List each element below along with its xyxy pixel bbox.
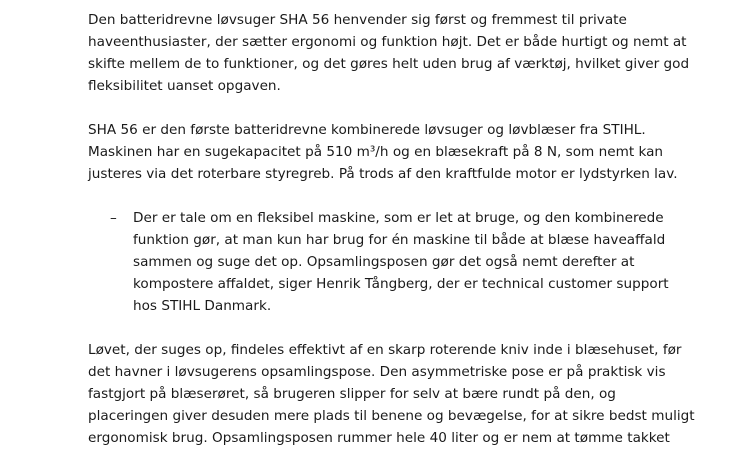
text-line: SHA 56 er den første batteridrevne kombinerede løvsuger og løvblæser fra STIHL. bbox=[88, 122, 646, 138]
paragraph-closing bbox=[88, 339, 698, 449]
text-line: Maskinen har en sugekapacitet på 510 m³/h og en blæsekraft på 8 N, som nemt kan bbox=[88, 144, 664, 160]
text-line: sammen og suge det op. Opsamlingsposen gør det også nemt derefter at bbox=[133, 254, 635, 270]
paragraph-gap bbox=[88, 97, 698, 119]
text-line: det havner i løvsugerens opsamlingspose. Den asymmetriske pose er på praktisk vis bbox=[88, 364, 666, 380]
text-line: justeres via det roterbare styregreb. På trods af den kraftfulde motor er lydstyrken lav. bbox=[88, 166, 678, 182]
text-line: Løvet, der suges op, findeles effektivt af en skarp roterende kniv inde i blæsehuset, før bbox=[88, 342, 682, 358]
text-line: Der er tale om en fleksibel maskine, som er let at bruge, og den kombinerede bbox=[133, 210, 664, 226]
text-line: hos STIHL Danmark. bbox=[133, 298, 272, 314]
quote-bullet bbox=[88, 207, 698, 317]
text-line: Den batteridrevne løvsuger SHA 56 henvender sig først og fremmest til private bbox=[88, 12, 627, 28]
text-line: skifte mellem de to funktioner, og det gøres helt uden brug af værktøj, hvilket giver god bbox=[88, 56, 690, 72]
paragraph-intro bbox=[88, 9, 698, 97]
paragraph-gap bbox=[88, 185, 698, 207]
text-line: fleksibilitet uanset opgaven. bbox=[88, 78, 281, 94]
paragraph-gap bbox=[88, 317, 698, 339]
paragraph-specs bbox=[88, 119, 698, 185]
text-line: haveenthusiaster, der sætter ergonomi og funktion højt. Det er både hurtigt og nemt at bbox=[88, 34, 687, 50]
dash-bullet-marker: – bbox=[110, 210, 117, 226]
text-line: ergonomisk brug. Opsamlingsposen rummer hele 40 liter og er nem at tømme takket bbox=[88, 430, 670, 446]
text-line: kompostere affaldet, siger Henrik Tångberg, der er technical customer support bbox=[133, 276, 669, 292]
document-page bbox=[88, 9, 698, 449]
text-line: placeringen giver desuden mere plads til benene og bevægelse, for at sikre bedst muligt bbox=[88, 408, 695, 424]
text-line: fastgjort på blæserøret, så brugeren slipper for selv at bære rundt på den, og bbox=[88, 386, 616, 402]
text-line: funktion gør, at man kun har brug for én maskine til både at blæse haveaffald bbox=[133, 232, 666, 248]
